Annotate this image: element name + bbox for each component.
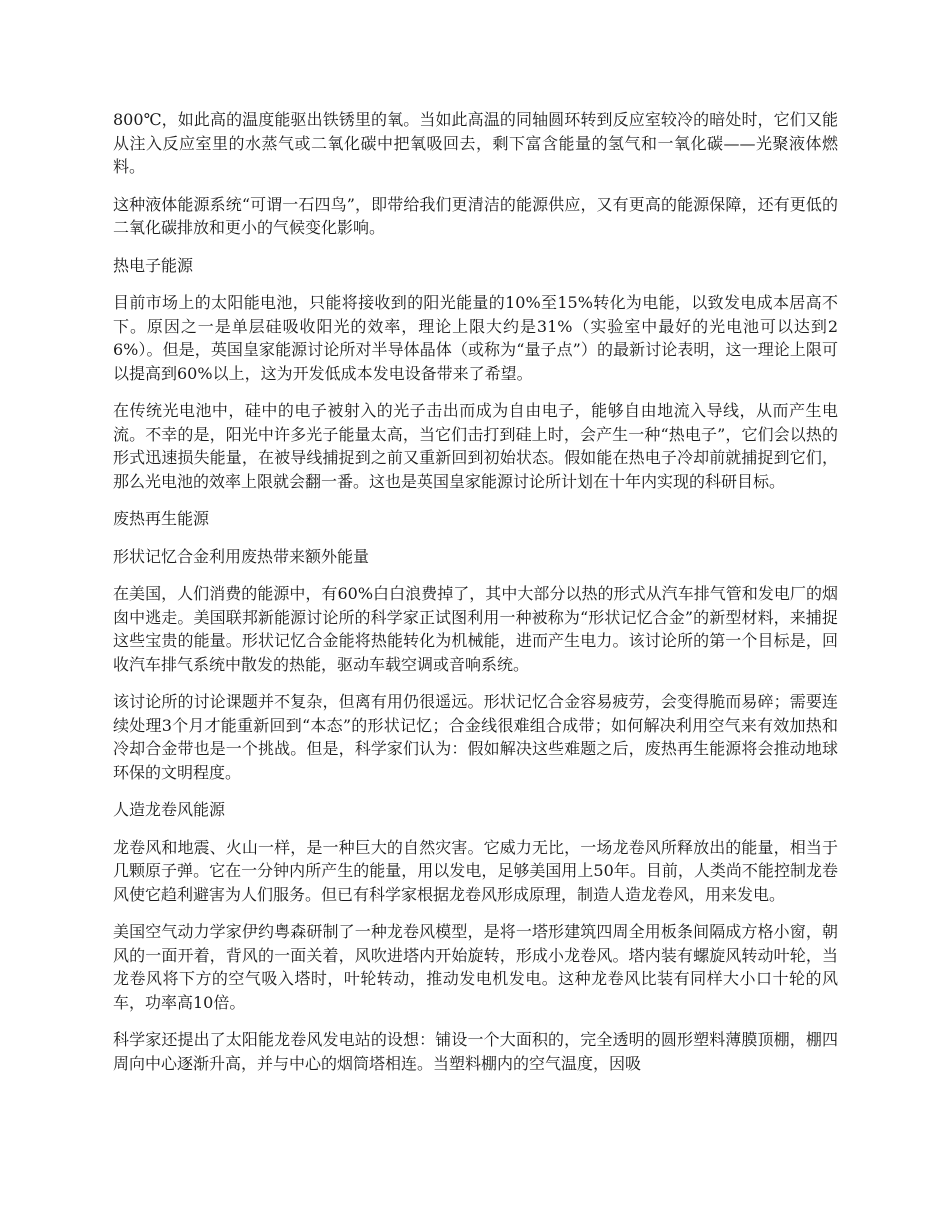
paragraph-tornado-model: 美国空气动力学家伊约粤森研制了一种龙卷风模型，是将一塔形建筑四周全用板条间隔成方格小窗，朝风的一面开着，背风的一面关着，风吹进塔内开始旋转，形成小龙卷风。塔内装有螺旋风转动叶轮，当龙卷风将下方的空气吸入塔时，叶轮转动，推动发电机发电。这种龙卷风比装有同样大小口十轮的风车，功率高10倍。	[113, 922, 838, 1012]
section-heading-waste-heat: 废热再生能源	[113, 509, 210, 528]
section-heading-artificial-tornado: 人造龙卷风能源	[113, 800, 226, 819]
subheading-shape-memory-alloy: 形状记忆合金利用废热带来额外能量	[113, 546, 370, 566]
paragraph-solar-tornado-plant: 科学家还提出了太阳能龙卷风发电站的设想：铺设一个大面积的，完全透明的圆形塑料薄膜顶棚，棚四周向中心逐渐升高，并与中心的烟筒塔相连。当塑料棚内的空气温度，因吸	[113, 1030, 838, 1073]
paragraph-liquid-energy-system: 这种液体能源系统“可谓一石四鸟”，即带给我们更清洁的能源供应，又有更高的能源保障，还有更低的二氧化碳排放和更小的气候变化影响。	[113, 194, 838, 237]
paragraph-solar-cell-efficiency: 目前市场上的太阳能电池，只能将接收到的阳光能量的10%至15%转化为电能，以致发电成本居高不下。原因之一是单层硅吸收阳光的效率，理论上限大约是31%（实验室中最好的光电池可以达到26%）。但是，英国皇家能源讨论所对半导体晶体（或称为“量子点”）的最新讨论表明，这一理论上限可以提高到60%以上，这为开发低成本发电设备带来了希望。	[113, 293, 838, 383]
paragraph-hot-electrons: 在传统光电池中，硅中的电子被射入的光子击出而成为自由电子，能够自由地流入导线，从而产生电流。不幸的是，阳光中许多光子能量太高，当它们击打到硅上时，会产生一种“热电子”，它们会以热的形式迅速损失能量，在被导线捕捉到之前又重新回到初始状态。假如能在热电子冷却前就捕捉到它们，那么光电池的效率上限就会翻一番。这也是英国皇家能源讨论所计划在十年内实现的科研目标。	[113, 401, 838, 491]
paragraph-tornado-energy: 龙卷风和地震、火山一样，是一种巨大的自然灾害。它威力无比，一场龙卷风所释放出的能量，相当于几颗原子弹。它在一分钟内所产生的能量，用以发电，足够美国用上50年。目前，人类尚不能控制龙卷风使它趋利避害为人们服务。但已有科学家根据龙卷风形成原理，制造人造龙卷风，用来发电。	[113, 837, 838, 904]
document-body	[113, 108, 838, 1089]
paragraph-fuel-reaction: 800℃，如此高的温度能驱出铁锈里的氧。当如此高温的同轴圆环转到反应室较冷的暗处时，它们又能从注入反应室里的水蒸气或二氧化碳中把氧吸回去，剩下富含能量的氢气和一氧化碳——光聚液体燃料。	[113, 110, 838, 176]
paragraph-us-energy-waste: 在美国，人们消费的能源中，有60%白白浪费掉了，其中大部分以热的形式从汽车排气管和发电厂的烟囱中逃走。美国联邦新能源讨论所的科学家正试图利用一种被称为“形状记忆合金”的新型材料，来捕捉这些宝贵的能量。形状记忆合金能将热能转化为机械能，进而产生电力。该讨论所的第一个目标是，回收汽车排气系统中散发的热能，驱动车载空调或音响系统。	[113, 584, 838, 674]
paragraph-alloy-challenges: 该讨论所的讨论课题并不复杂，但离有用仍很遥远。形状记忆合金容易疲劳，会变得脆而易碎；需要连续处理3个月才能重新回到“本态”的形状记忆；合金线很难组合成带；如何解决利用空气来有效加热和冷却合金带也是一个挑战。但是，科学家们认为：假如解决这些难题之后，废热再生能源将会推动地球环保的文明程度。	[113, 692, 838, 782]
section-heading-hot-electron: 热电子能源	[113, 255, 194, 275]
